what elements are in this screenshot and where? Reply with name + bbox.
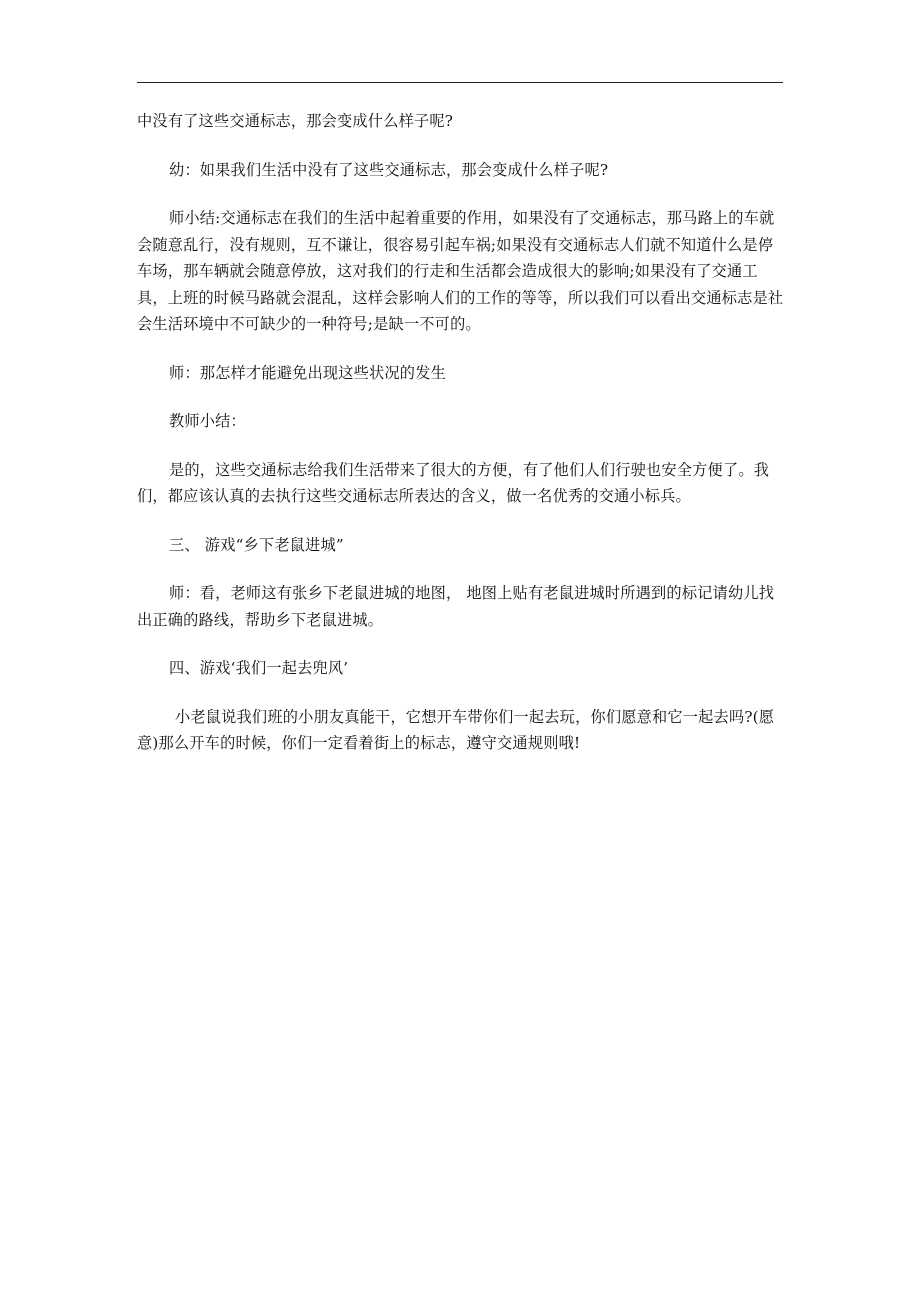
- header-rule: [137, 82, 783, 83]
- document-body: [137, 108, 785, 757]
- paragraph-game-4-instructions: 小老鼠说我们班的小朋友真能干，它想开车带你们一起去玩，你们愿意和它一起去吗?(愿意)那么开车的时候，你们一定看着街上的标志，遵守交通规则哦!: [137, 707, 775, 752]
- paragraph-continuation: 中没有了这些交通标志，那会变成什么样子呢?: [137, 112, 454, 130]
- paragraph-conclusion: 是的，这些交通标志给我们生活带来了很大的方便，有了他们人们行驶也安全方便了。我们，都应该认真的去执行这些交通标志所表达的含义，做一名优秀的交通小标兵。: [137, 460, 770, 505]
- section-heading-game-4: 四、游戏‘我们一起去兜风’: [169, 659, 349, 677]
- paragraph-child-response: 幼：如果我们生活中没有了这些交通标志，那会变成什么样子呢?: [169, 160, 609, 179]
- paragraph-teacher-conclusion-label: 教师小结：: [169, 412, 246, 430]
- paragraph-teacher-question: 师：那怎样才能避免出现这些状况的发生: [169, 363, 446, 382]
- section-heading-game-3: 三、 游戏“乡下老鼠进城”: [169, 535, 344, 554]
- paragraph-game-3-instructions: 师：看，老师这有张乡下老鼠进城的地图， 地图上贴有老鼠进城时所遇到的标记请幼儿找出正确的路线，帮助乡下老鼠进城。: [137, 584, 775, 629]
- paragraph-teacher-summary: 师小结:交通标志在我们的生活中起着重要的作用，如果没有了交通标志，那马路上的车就会随意乱行，没有规则，互不谦让，很容易引起车祸;如果没有交通标志人们就不知道什么是停车场，那车辆就会随意停放，这对我们的行走和生活都会造成很大的影响;如果没有了交通工具，上班的时候马路就会混乱，这样会影响人们的工作的等等，所以我们可以看出交通标志是社会生活环境中不可缺少的一种符号;是缺一不可的。: [137, 209, 784, 333]
